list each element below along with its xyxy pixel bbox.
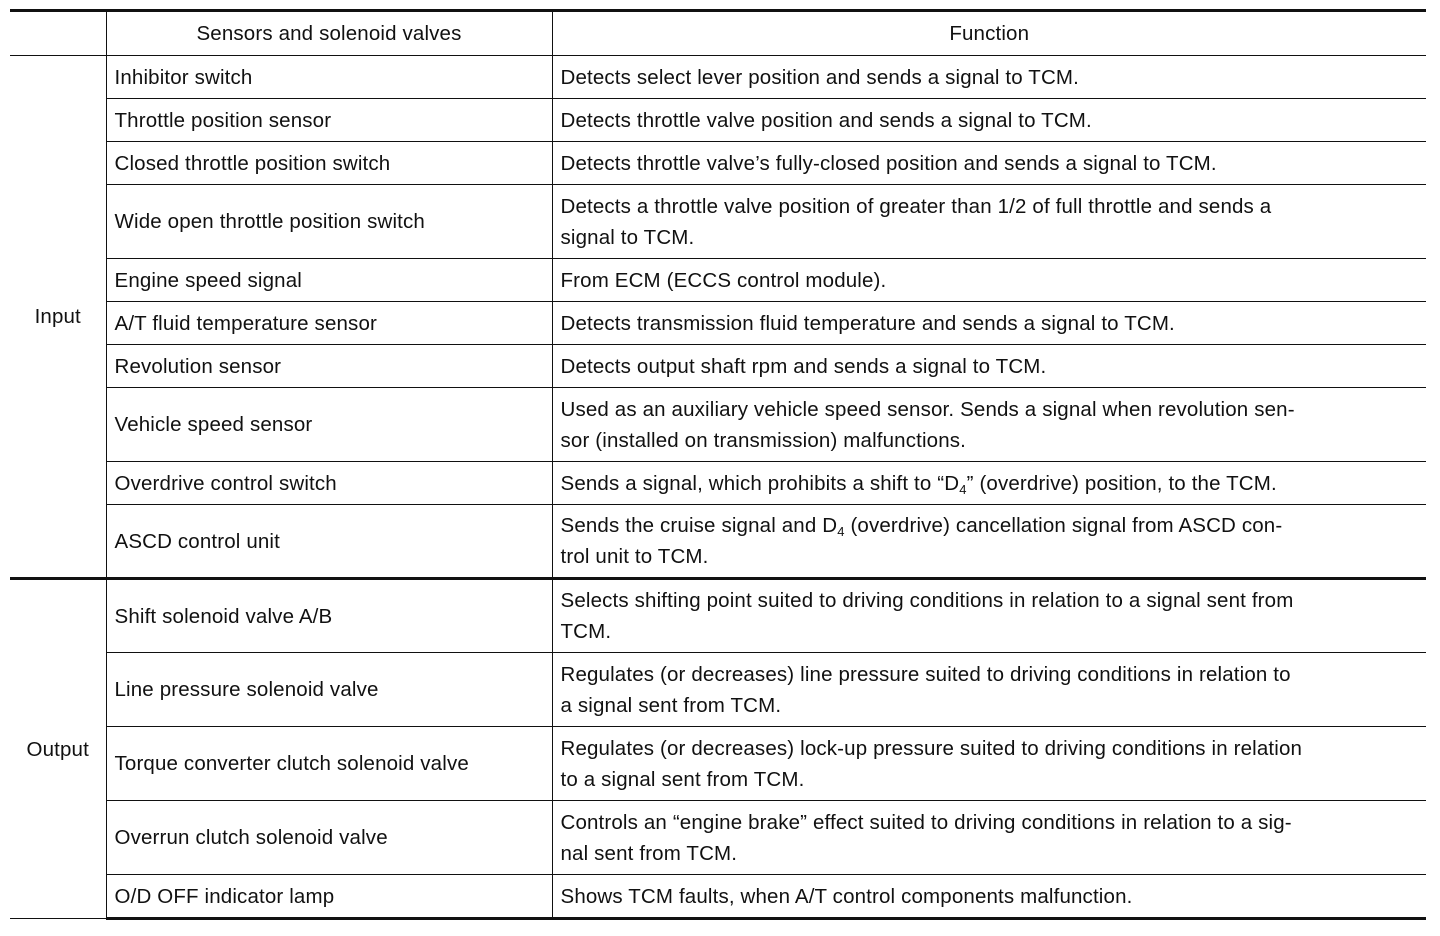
table-row <box>10 259 1426 302</box>
function-cell: From ECM (ECCS control module). <box>552 259 1426 302</box>
table-row <box>10 579 1426 653</box>
function-line: Used as an auxiliary vehicle speed sensor. Sends a signal when revolution sen- <box>560 397 1295 421</box>
table-row <box>10 345 1426 388</box>
table-row <box>10 727 1426 801</box>
function-line: to a signal sent from TCM. <box>560 767 805 791</box>
function-text: ” (overdrive) position, to the TCM. <box>966 471 1277 495</box>
function-line: TCM. <box>560 620 612 643</box>
function-cell: Detects throttle valve position and sends a signal to TCM. <box>552 99 1426 142</box>
table-row <box>10 801 1426 875</box>
sensors-function-table <box>10 9 1426 920</box>
component-cell: Line pressure solenoid valve <box>106 653 552 727</box>
function-line: trol unit to TCM. <box>560 545 709 568</box>
table-row <box>10 462 1426 505</box>
subscript: 4 <box>837 524 845 539</box>
header-function: Function <box>552 11 1426 56</box>
function-line: Selects shifting point suited to driving conditions in relation to a signal sent from <box>560 589 1294 612</box>
function-line: nal sent from TCM. <box>560 841 738 865</box>
table-row <box>10 653 1426 727</box>
component-cell: Vehicle speed sensor <box>106 388 552 462</box>
header-group <box>10 11 106 56</box>
function-text: Sends the cruise signal and D <box>560 514 838 537</box>
component-cell: Closed throttle position switch <box>106 142 552 185</box>
table-row <box>10 185 1426 259</box>
component-cell: Shift solenoid valve A/B <box>106 579 552 653</box>
output-group-label: Output <box>10 579 106 919</box>
function-line: Regulates (or decreases) line pressure suited to driving conditions in relation to <box>560 662 1291 686</box>
function-cell <box>552 801 1426 875</box>
function-line: Regulates (or decreases) lock-up pressure suited to driving conditions in relation <box>560 736 1303 760</box>
component-cell: Overdrive control switch <box>106 462 552 505</box>
function-cell <box>552 579 1426 653</box>
table-row <box>10 388 1426 462</box>
function-cell <box>552 462 1426 505</box>
component-cell: Throttle position sensor <box>106 99 552 142</box>
function-cell <box>552 727 1426 801</box>
table-row <box>10 302 1426 345</box>
function-line: Controls an “engine brake” effect suited to driving conditions in relation to a sig- <box>560 810 1292 834</box>
table-row <box>10 875 1426 919</box>
function-cell <box>552 505 1426 579</box>
function-line: a signal sent from TCM. <box>560 693 782 717</box>
table-row <box>10 56 1426 99</box>
function-line: Detects a throttle valve position of greater than 1/2 of full throttle and sends a <box>560 194 1272 218</box>
function-cell: Detects transmission fluid temperature and sends a signal to TCM. <box>552 302 1426 345</box>
input-group-label: Input <box>10 56 106 579</box>
subscript: 4 <box>959 481 967 497</box>
function-cell <box>552 388 1426 462</box>
component-cell: ASCD control unit <box>106 505 552 579</box>
component-cell: Wide open throttle position switch <box>106 185 552 259</box>
function-cell: Detects output shaft rpm and sends a signal to TCM. <box>552 345 1426 388</box>
component-cell: Revolution sensor <box>106 345 552 388</box>
component-cell: A/T fluid temperature sensor <box>106 302 552 345</box>
component-cell: Inhibitor switch <box>106 56 552 99</box>
component-cell: Engine speed signal <box>106 259 552 302</box>
function-cell: Detects select lever position and sends a signal to TCM. <box>552 56 1426 99</box>
function-line <box>561 510 1419 541</box>
function-text: (overdrive) cancellation signal from ASCD con- <box>844 514 1283 537</box>
component-cell: O/D OFF indicator lamp <box>106 875 552 919</box>
table-row <box>10 142 1426 185</box>
function-cell <box>552 653 1426 727</box>
function-line: signal to TCM. <box>560 225 695 249</box>
table-row <box>10 505 1426 579</box>
header-component: Sensors and solenoid valves <box>106 11 552 56</box>
table-header-row <box>10 11 1426 56</box>
function-line: sor (installed on transmission) malfunctions. <box>560 428 967 452</box>
table-row <box>10 99 1426 142</box>
component-cell: Torque converter clutch solenoid valve <box>106 727 552 801</box>
function-text: Sends a signal, which prohibits a shift to “D <box>560 471 960 495</box>
component-cell: Overrun clutch solenoid valve <box>106 801 552 875</box>
function-cell: Detects throttle valve’s fully-closed position and sends a signal to TCM. <box>552 142 1426 185</box>
function-cell: Shows TCM faults, when A/T control components malfunction. <box>552 875 1426 919</box>
function-cell <box>552 185 1426 259</box>
